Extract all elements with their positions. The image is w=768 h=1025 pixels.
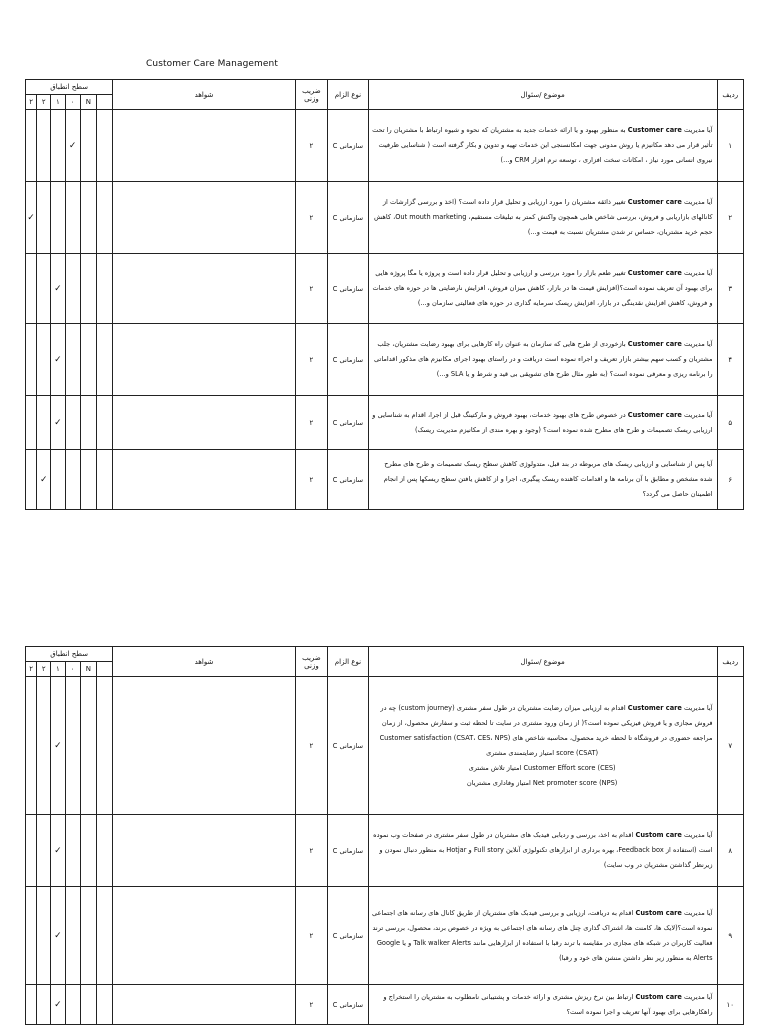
level-cell[interactable] xyxy=(65,110,80,182)
question-text: به منظور بهبود و یا ارائه خدمات جدید به مشتریان که نحوه و شیوه ارتباط با مشتریان را تحت تأثیر قرار می دهد مکانیزم یا روش مدونی جهت امکانسنجی این خدمات تهیه و تدوین و بکار گرفته است ( شناسایی ظرفیت نیروی انسانی مورد نیاز ، امکانات سخت افزاری ، توسعه نرم افزار CRM و...) xyxy=(372,126,713,164)
check-icon: ✓ xyxy=(54,999,62,1010)
type-cell: سازمانی C xyxy=(328,677,369,815)
question-subject: Customer care xyxy=(627,703,682,712)
level-cell[interactable] xyxy=(26,887,37,985)
level-cell[interactable] xyxy=(80,396,96,450)
level-cell[interactable] xyxy=(26,815,37,887)
evidence-cell[interactable] xyxy=(113,396,296,450)
coef-cell: ۲ xyxy=(295,887,327,985)
row-number: ۸ xyxy=(717,815,743,887)
level-cell[interactable] xyxy=(37,396,51,450)
check-icon: ✓ xyxy=(54,283,62,294)
table-row xyxy=(26,887,744,985)
level-cell[interactable] xyxy=(26,254,37,324)
level-cell[interactable] xyxy=(80,324,96,396)
level-cell[interactable] xyxy=(37,887,51,985)
level-cell[interactable] xyxy=(96,254,112,324)
table-row xyxy=(26,677,744,815)
level-cell[interactable] xyxy=(80,110,96,182)
level-cell[interactable] xyxy=(65,324,80,396)
level-cell[interactable] xyxy=(80,887,96,985)
question-subject: Customer care xyxy=(627,198,682,206)
type-cell: سازمانی C xyxy=(328,254,369,324)
question-prefix: آیا مدیریت xyxy=(681,703,713,712)
coef-cell: ۲ xyxy=(295,324,327,396)
type-cell: سازمانی C xyxy=(328,182,369,254)
question-text: در خصوص طرح های بهبود خدمات، بهبود فروش و مارکتینگ قبل از اجرا، اقدام به شناسایی و ارزیابی ریسک تصمیمات و طرح های مطرح شده نموده است؟ (وجود و بهره مندی از مکانیزم مدیریت ریسک) xyxy=(372,410,713,434)
type-header: نوع الزام xyxy=(328,647,369,677)
level-col-2b: ۲ xyxy=(37,95,51,110)
question-text: بازخوردی از طرح هایی که سازمان به عنوان راه کارهایی برای بهبود رضایت مشتریان، جلب مشتریان و کسب سهم بیشتر بازار تعریف و اجراء نموده است دریافت و در راستای بهبود اجرای مکانیزم های مذکور اقداماتی را برنامه ریزی و معرفی نموده است؟ (به طور مثال طرح های تشویقی بی قید و شرط و یا SLA و...) xyxy=(374,340,713,378)
level-cell[interactable] xyxy=(51,815,65,887)
type-cell: سازمانی C xyxy=(328,450,369,510)
row-number-header: ردیف xyxy=(717,647,743,677)
level-cell[interactable] xyxy=(65,985,80,1025)
question-subject: Customer care xyxy=(627,410,682,419)
question-subject: Custom care xyxy=(635,831,682,839)
question-cell xyxy=(368,450,717,510)
question-text: تغییر طعم بازار را مورد بررسی و ارزیابی و تحلیل قرار داده است و پروژه یا مگا پروژه هایی برای بهبود آن تعریف نموده است؟(افزایش قیمت ها در بازار، کاهش میزان فروش، افزایش نارضایتی ها در حوزه های خدمات و فروش، کاهش افزایش نقدینگی در بازار، افزایش ریسک سرمایه گذاری در حوزه های فعالیتی سازمان و...) xyxy=(372,269,713,307)
level-cell[interactable] xyxy=(51,182,65,254)
table-row xyxy=(26,324,744,396)
evidence-cell[interactable] xyxy=(113,254,296,324)
level-header: سطح انطباق xyxy=(26,647,113,662)
level-cell[interactable] xyxy=(37,110,51,182)
question-cell xyxy=(368,815,717,887)
question-text: اقدام به ارزیابی میزان رضایت مشتریان در طول سفر مشتری (custom journey) چه در فروش مجازی و یا فروش فیزیکی نموده است؟( از زمان ورود مشتری در سایت تا لحظه ثبت و سفارش محصول، از زمان مراجعه حضوری در فروشگاه تا لحظه خرید محصول، محاسبه شاخص های Customer satisfaction (CSAT، CES، NPS) xyxy=(379,703,713,742)
level-cell[interactable] xyxy=(51,396,65,450)
level-cell[interactable] xyxy=(26,110,37,182)
question-cell xyxy=(368,677,717,815)
evidence-header: شواهد xyxy=(113,80,296,110)
question-subject: Customer care xyxy=(627,269,682,277)
level-header: سطح انطباق xyxy=(26,80,113,95)
row-number: ۱۰ xyxy=(717,985,743,1025)
evidence-cell[interactable] xyxy=(113,110,296,182)
level-cell[interactable] xyxy=(37,254,51,324)
check-icon: ✓ xyxy=(54,354,62,365)
question-cell xyxy=(368,110,717,182)
level-cell[interactable] xyxy=(26,396,37,450)
level-cell[interactable] xyxy=(96,110,112,182)
level-cell[interactable] xyxy=(80,450,96,510)
coef-cell: ۲ xyxy=(295,677,327,815)
level-cell[interactable] xyxy=(65,450,80,510)
level-cell[interactable] xyxy=(96,815,112,887)
evidence-cell[interactable] xyxy=(113,324,296,396)
coef-cell: ۲ xyxy=(295,110,327,182)
level-cell[interactable] xyxy=(80,182,96,254)
question-text: اقدام به اخذ، بررسی و ردیابی فیدبک های مشتریان در طول سفر مشتری در صفحات وب نموده است (استفاده از Feedback box، بهره برداری از ابزارهای تکنولوژی آنلاین Full story و Hotjar به منظور دنبال نمودن و زیرنظر گذاشتن مشتریان در وب سایت) xyxy=(373,831,713,869)
level-col-0: ۰ xyxy=(65,662,80,677)
question-prefix: آیا مدیریت xyxy=(681,908,713,917)
check-icon: ✓ xyxy=(54,740,62,751)
level-col-n: N xyxy=(80,95,96,110)
level-cell[interactable] xyxy=(96,887,112,985)
level-cell[interactable] xyxy=(51,450,65,510)
level-cell[interactable] xyxy=(37,450,51,510)
level-cell[interactable] xyxy=(51,110,65,182)
table-row xyxy=(26,815,744,887)
type-cell: سازمانی C xyxy=(328,985,369,1025)
question-prefix: آیا مدیریت xyxy=(681,126,713,134)
check-icon: ✓ xyxy=(54,930,62,941)
table-row xyxy=(26,182,744,254)
level-col-2a: ۲ xyxy=(26,95,37,110)
table-row xyxy=(26,110,744,182)
question-cell xyxy=(368,985,717,1025)
level-cell[interactable] xyxy=(26,677,37,815)
type-header: نوع الزام xyxy=(328,80,369,110)
row-number: ۷ xyxy=(717,677,743,815)
row-number: ۲ xyxy=(717,182,743,254)
level-cell[interactable] xyxy=(37,182,51,254)
level-cell[interactable] xyxy=(96,182,112,254)
level-cell[interactable] xyxy=(96,985,112,1025)
checklist-table-2 xyxy=(25,646,744,1025)
type-cell: سازمانی C xyxy=(328,110,369,182)
evidence-header: شواهد xyxy=(113,647,296,677)
metric-line: Net promoter score (NPS) امتیاز وفاداری مشتریان xyxy=(466,778,618,787)
level-cell[interactable] xyxy=(65,887,80,985)
type-cell: سازمانی C xyxy=(328,396,369,450)
table-row xyxy=(26,450,744,510)
row-number: ۶ xyxy=(717,450,743,510)
level-cell[interactable] xyxy=(51,677,65,815)
coef-cell: ۲ xyxy=(295,254,327,324)
coef-cell: ۲ xyxy=(295,985,327,1025)
check-icon: ✓ xyxy=(27,212,35,223)
checklist-table-1 xyxy=(25,79,744,510)
level-cell[interactable] xyxy=(80,985,96,1025)
coef-header: ضریب وزنی xyxy=(295,647,327,677)
level-col-blank xyxy=(96,95,112,110)
level-cell[interactable] xyxy=(65,815,80,887)
row-number-header: ردیف xyxy=(717,80,743,110)
level-cell[interactable] xyxy=(96,324,112,396)
level-cell[interactable] xyxy=(26,324,37,396)
question-prefix: آیا مدیریت xyxy=(681,198,713,206)
table-row xyxy=(26,254,744,324)
question-subject: Customer care xyxy=(627,126,682,134)
coef-cell: ۲ xyxy=(295,396,327,450)
question-text: اقدام به دریافت، ارزیابی و بررسی فیدبک های مشتریان از طریق کانال های رسانه های اجتماعی نموده است؟(لایک ها، کامنت ها، اشتراک گذاری چنل های رسانه های اجتماعی به ویژه در خصوص برند، محصول، بررسی ترند فعالیت کاربران در شبکه های مجازی در مقایسه با ترند رقبا با استفاده از ابزارهایی مانند Talk walker Alerts و یا Google Alerts به منظور زیر نظر داشتن منشن های خود و رقبا) xyxy=(371,908,713,962)
evidence-cell[interactable] xyxy=(113,182,296,254)
check-icon: ✓ xyxy=(39,474,48,485)
metric-line: Customer Effort score (CES) امتیاز تلاش مشتری xyxy=(468,763,616,772)
level-cell[interactable] xyxy=(65,677,80,815)
level-cell[interactable] xyxy=(65,182,80,254)
level-col-2a: ۲ xyxy=(26,662,37,677)
row-number: ۳ xyxy=(717,254,743,324)
question-prefix: آیا مدیریت xyxy=(681,410,713,419)
level-cell[interactable] xyxy=(51,985,65,1025)
coef-cell: ۲ xyxy=(295,450,327,510)
evidence-cell[interactable] xyxy=(113,677,296,815)
row-number: ۴ xyxy=(717,324,743,396)
level-cell[interactable] xyxy=(37,985,51,1025)
document-title: Customer Care Management xyxy=(146,59,278,69)
table-row xyxy=(26,396,744,450)
type-cell: سازمانی C xyxy=(328,324,369,396)
question-cell xyxy=(368,254,717,324)
level-col-1: ۱ xyxy=(51,662,65,677)
evidence-cell[interactable] xyxy=(113,887,296,985)
level-cell[interactable] xyxy=(96,396,112,450)
level-cell[interactable] xyxy=(65,396,80,450)
level-cell[interactable] xyxy=(37,324,51,396)
coef-cell: ۲ xyxy=(295,815,327,887)
level-cell[interactable] xyxy=(51,324,65,396)
coef-header: ضریب وزنی xyxy=(295,80,327,110)
level-cell[interactable] xyxy=(26,450,37,510)
type-cell: سازمانی C xyxy=(328,815,369,887)
question-subject: Customer care xyxy=(627,340,682,348)
level-col-n: N xyxy=(80,662,96,677)
question-subject: Custom care xyxy=(635,992,682,1001)
question-prefix: آیا مدیریت xyxy=(681,340,713,348)
level-cell[interactable] xyxy=(26,985,37,1025)
question-subject: Custom care xyxy=(635,908,682,917)
level-cell[interactable] xyxy=(80,254,96,324)
table-row xyxy=(26,985,744,1025)
evidence-cell[interactable] xyxy=(113,450,296,510)
type-cell: سازمانی C xyxy=(328,887,369,985)
question-cell xyxy=(368,887,717,985)
question-text: آیا پس از شناسایی و ارزیابی ریسک های مربوطه در بند قبل، متدولوژی کاهش سطح ریسک تصمیمات و طرح های مطرح شده مشخص و مطابق با آن برنامه ها و اقدامات کاهنده ریسک پیگیری، اجرا و از کاهش یافتن سطح ریسکها پس از انجام اطمینان حاصل می گردد؟ xyxy=(383,460,713,498)
check-icon: ✓ xyxy=(68,140,77,151)
level-cell[interactable] xyxy=(51,254,65,324)
check-icon: ✓ xyxy=(54,845,62,856)
level-cell[interactable] xyxy=(65,254,80,324)
level-cell[interactable] xyxy=(96,677,112,815)
question-cell xyxy=(368,396,717,450)
level-col-2b: ۲ xyxy=(37,662,51,677)
evidence-cell[interactable] xyxy=(113,815,296,887)
level-cell[interactable] xyxy=(80,677,96,815)
row-number: ۹ xyxy=(717,887,743,985)
question-prefix: آیا مدیریت xyxy=(681,831,713,839)
question-text: تغییر ذائقه مشتریان را مورد ارزیابی و تحلیل قرار داده است؟ (اخذ و بررسی گزارشات از کانالهای بازاریابی و فروش، بررسی شاخص هایی همچون واکنش کمتر به تبلیغات مستقیم، Out mouth marketing، کاهش حجم خرید مشتریان، حساس تر شدن مشتریان نسبت به قیمت و...) xyxy=(373,198,713,236)
level-cell[interactable] xyxy=(37,815,51,887)
evidence-cell[interactable] xyxy=(113,985,296,1025)
question-prefix: آیا مدیریت xyxy=(681,269,713,277)
level-cell[interactable] xyxy=(26,182,37,254)
question-text: ارتباط بین نرخ ریزش مشتری و ارائه خدمات و پشتیبانی نامطلوب به مشتریان را استخراج و راهکارهایی برای بهبود آنها تعریف و اجرا نموده است؟ xyxy=(383,992,713,1016)
level-col-1: ۱ xyxy=(51,95,65,110)
level-cell[interactable] xyxy=(51,887,65,985)
level-col-blank xyxy=(96,662,112,677)
question-header: موضوع /سئوال xyxy=(368,80,717,110)
question-header: موضوع /سئوال xyxy=(368,647,717,677)
level-cell[interactable] xyxy=(80,815,96,887)
question-cell xyxy=(368,324,717,396)
row-number: ۵ xyxy=(717,396,743,450)
question-cell xyxy=(368,182,717,254)
row-number: ۱ xyxy=(717,110,743,182)
level-cell[interactable] xyxy=(37,677,51,815)
check-icon: ✓ xyxy=(54,417,62,428)
level-col-0: ۰ xyxy=(65,95,80,110)
coef-cell: ۲ xyxy=(295,182,327,254)
question-prefix: آیا مدیریت xyxy=(681,992,713,1001)
metric-line: score (CSAT) امتیاز رضایتمندی مشتری xyxy=(486,748,599,757)
level-cell[interactable] xyxy=(96,450,112,510)
